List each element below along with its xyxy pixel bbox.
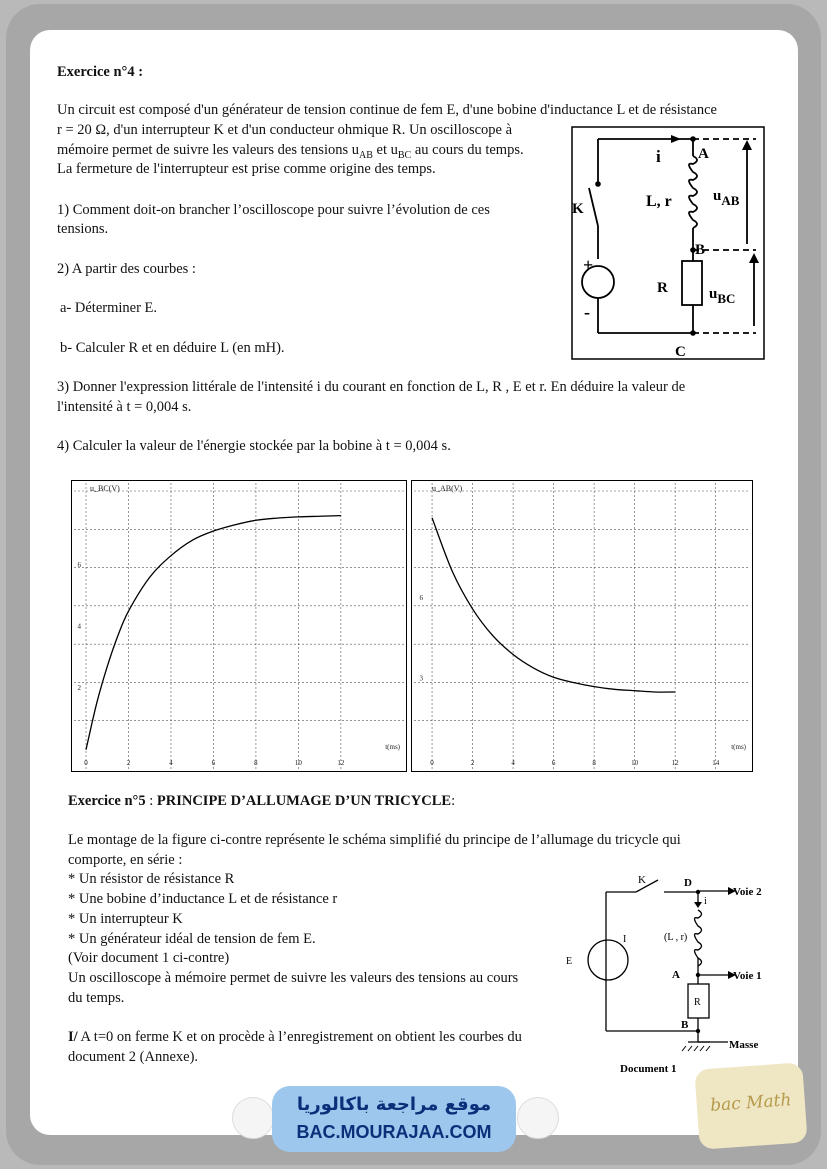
y-tick-label: 6 <box>419 594 423 603</box>
coil-label: L, r <box>646 193 672 210</box>
y-axis-label: u_AB(V) <box>432 484 463 493</box>
x-tick-label: 4 <box>169 759 173 767</box>
ex5-text-line: Le montage de la figure ci-contre représente le schéma simplifié du principe de l’allumage du tricycle qui <box>68 832 681 848</box>
x-tick-label: 6 <box>211 759 216 767</box>
chart-u-ab <box>411 480 753 772</box>
y-tick-label: 3 <box>419 674 423 683</box>
node-a-label: A <box>698 146 709 162</box>
x-tick-label: 4 <box>511 759 515 767</box>
minus-label: - <box>584 302 590 322</box>
site-logo-right-icon <box>517 1097 559 1139</box>
ex5-text-line: Un oscilloscope à mémoire permet de suivre les valeurs des tensions au cours <box>68 970 519 986</box>
switch-k-label: K <box>572 201 584 217</box>
ex4-text-line: r = 20 Ω, d'un interrupteur K et d'un conducteur ohmique R. Un oscilloscope à <box>57 122 513 138</box>
document-1-circuit <box>560 866 775 1078</box>
y-tick-label: 6 <box>77 560 81 569</box>
site-banner[interactable] <box>272 1086 516 1152</box>
x-tick-label: 0 <box>84 759 88 767</box>
x-tick-label: 12 <box>671 759 679 767</box>
x-tick-label: 2 <box>126 759 131 767</box>
ex5-text-line: comporte, en série : <box>68 852 183 868</box>
ex5-text-line: * Un générateur idéal de tension de fem E. <box>68 931 316 947</box>
doc1-k-label: K <box>638 874 646 886</box>
ex5-text-line: (Voir document 1 ci-contre) <box>68 950 230 966</box>
x-tick-label: 6 <box>551 759 556 767</box>
x-axis-label: t(ms) <box>385 743 400 751</box>
ex4-question-1-cont: tensions. <box>57 221 109 237</box>
doc1-b-label: B <box>681 1019 689 1031</box>
exercise-4-title: Exercice n°4 : <box>57 64 144 80</box>
site-url[interactable]: BAC.MOURAJAA.COM <box>296 1122 492 1142</box>
plus-label: + <box>583 255 594 275</box>
node-c-label: C <box>675 344 686 360</box>
exercise-5-title: Exercice n°5 : PRINCIPE D’ALLUMAGE D’UN TRICYCLE: <box>68 793 456 809</box>
ex4-text-line: Un circuit est composé d'un générateur de tension continue de fem E, d'une bobine d'inductance L et de résistance <box>57 102 717 118</box>
site-arabic-name: موقع مراجعة باكالوريا <box>296 1094 492 1115</box>
ex5-text-line: * Une bobine d’inductance L et de résistance r <box>68 891 338 907</box>
voie-2-label: Voie 2 <box>733 886 762 898</box>
voie-1-label: Voie 1 <box>733 970 762 982</box>
doc1-r-label: R <box>694 997 701 1008</box>
doc1-i-label: i <box>704 896 707 907</box>
x-tick-label: 12 <box>337 759 345 767</box>
ex5-text-line: * Un résistor de résistance R <box>68 871 235 887</box>
circuit-diagram-1 <box>571 126 766 361</box>
ex5-part-1: I/ A t=0 on ferme K et on procède à l’enregistrement on obtient les courbes du <box>68 1029 522 1045</box>
x-tick-label: 10 <box>294 759 302 767</box>
ex4-text-line: La fermeture de l'interrupteur est prise comme origine des temps. <box>57 161 436 177</box>
doc1-d-label: D <box>684 877 692 889</box>
u-ab-label: uAB <box>713 188 740 208</box>
ex4-question-3: 3) Donner l'expression littérale de l'intensité i du courant en fonction de L, R , E et r. En déduire la valeur de <box>57 379 686 395</box>
bac-math-badge <box>694 1062 807 1149</box>
ex5-text-line: du temps. <box>68 990 125 1006</box>
x-axis-label: t(ms) <box>731 743 746 751</box>
ex5-text-line: document 2 (Annexe). <box>68 1049 199 1065</box>
resistor-r-label: R <box>657 280 668 296</box>
doc1-e-label: E <box>566 956 573 967</box>
node-b-label: B <box>695 242 706 258</box>
ex4-question-1: 1) Comment doit-on brancher l’oscilloscope pour suivre l’évolution de ces <box>57 202 490 218</box>
label-i: i <box>656 147 661 166</box>
ex5-text-line: * Un interrupteur K <box>68 911 183 927</box>
x-tick-label: 8 <box>254 759 258 767</box>
x-tick-label: 8 <box>592 759 596 767</box>
document-1-caption: Document 1 <box>620 1063 677 1075</box>
badge-text: bac Math <box>709 1090 793 1116</box>
y-tick-label: 4 <box>77 622 81 631</box>
masse-label: Masse <box>729 1039 759 1051</box>
doc1-i-arrow-label: I <box>623 934 627 945</box>
doc1-a-label: A <box>672 969 680 981</box>
x-tick-label: 10 <box>631 759 639 767</box>
ex4-question-2: 2) A partir des courbes : <box>57 261 196 277</box>
y-tick-label: 2 <box>77 684 81 693</box>
doc1-lr-label: (L , r) <box>664 932 688 943</box>
chart-u-bc <box>71 480 407 772</box>
y-axis-label: u_BC(V) <box>90 484 120 493</box>
ex4-question-4: 4) Calculer la valeur de l'énergie stockée par la bobine à t = 0,004 s. <box>57 438 451 454</box>
x-tick-label: 2 <box>470 759 475 767</box>
ex4-question-2a: a- Déterminer E. <box>60 300 158 316</box>
u-bc-label: uBC <box>709 286 736 306</box>
ex4-question-2b: b- Calculer R et en déduire L (en mH). <box>60 340 285 356</box>
x-tick-label: 14 <box>712 759 720 767</box>
x-tick-label: 0 <box>430 759 434 767</box>
ex4-question-3-cont: l'intensité à t = 0,004 s. <box>57 399 192 415</box>
ex4-text-line: mémoire permet de suivre les valeurs des tensions $u_{AB}$ et $u_{BC}$ au cours du temps. <box>57 142 524 161</box>
site-logo-left-icon <box>232 1097 274 1139</box>
